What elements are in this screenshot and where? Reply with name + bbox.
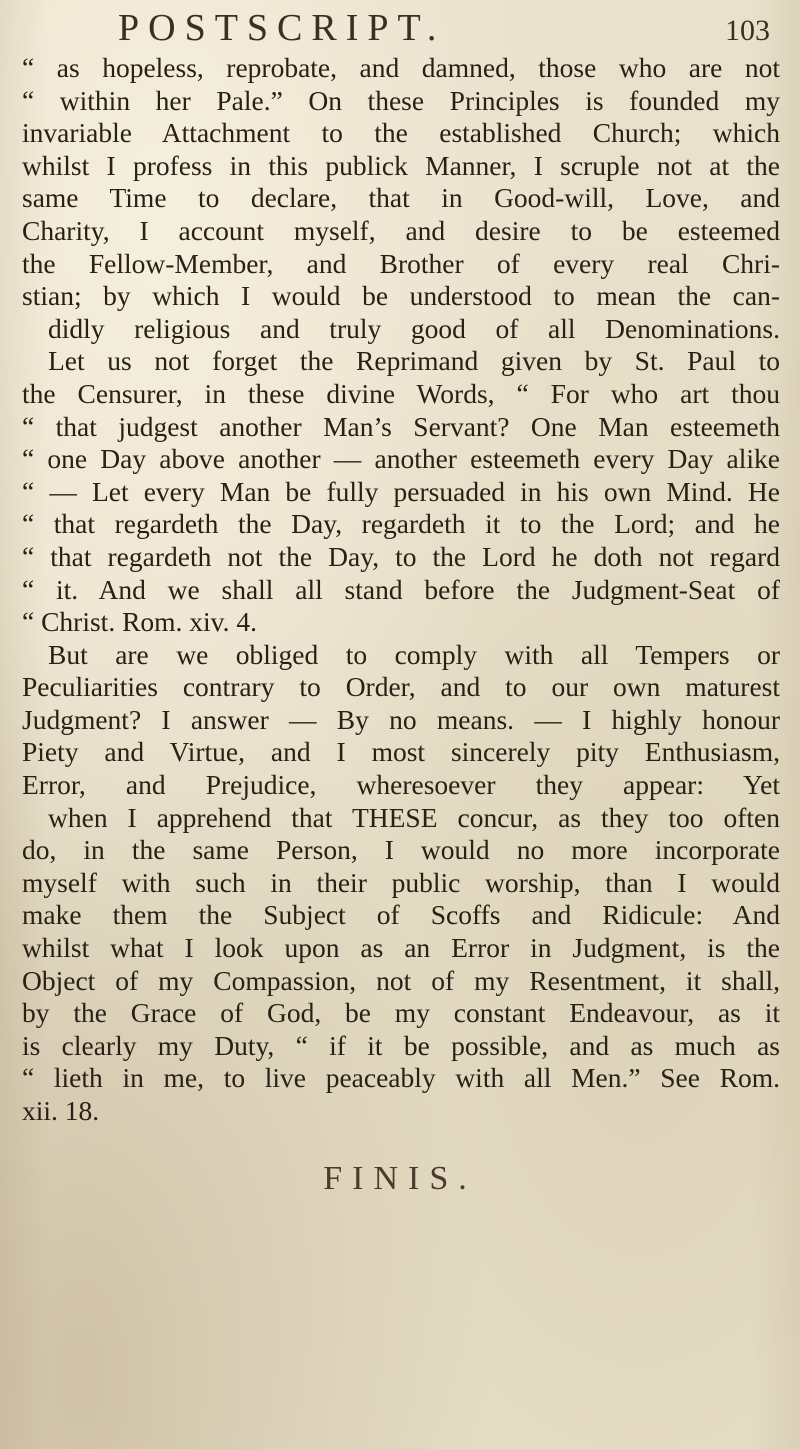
text-line: is clearly my Duty, “ if it be possible, and as much as xyxy=(22,1029,780,1061)
body-text xyxy=(22,52,780,1128)
text-line: stian; by which I would be understood to mean the can- xyxy=(22,280,780,312)
text-line: by the Grace of God, be my constant Endeavour, as it xyxy=(22,997,780,1029)
text-line: Charity, I account myself, and desire to be esteemed xyxy=(22,214,780,246)
text-line: “ — Let every Man be fully persuaded in his own Mind. He xyxy=(22,475,780,507)
text-line: whilst what I look upon as an Error in Judgment, is the xyxy=(22,932,780,964)
text-line: “ one Day above another — another esteemeth every Day alike xyxy=(22,443,780,475)
page-number: 103 xyxy=(725,14,770,47)
text-line: the Fellow-Member, and Brother of every real Chri- xyxy=(22,247,780,279)
finis-heading: FINIS. xyxy=(323,1160,477,1197)
text-line: myself with such in their public worship, than I would xyxy=(22,866,780,898)
running-title: POSTSCRIPT. xyxy=(118,7,446,49)
text-line: Peculiarities contrary to Order, and to our own maturest xyxy=(22,671,780,703)
text-line: But are we obliged to comply with all Tempers or xyxy=(48,638,780,670)
text-line: “ Christ. Rom. xiv. 4. xyxy=(22,606,258,638)
text-line: “ lieth in me, to live peaceably with all Men.” See Rom. xyxy=(22,1062,780,1094)
text-line: make them the Subject of Scoffs and Ridicule: And xyxy=(22,899,780,931)
text-line: when I apprehend that THESE concur, as they too often xyxy=(48,801,780,833)
text-line: “ as hopeless, reprobate, and damned, those who are not xyxy=(22,52,780,83)
text-line: Error, and Prejudice, wheresoever they appear: Yet xyxy=(22,769,780,801)
text-line: Let us not forget the Reprimand given by St. Paul to xyxy=(48,345,780,377)
text-line: “ within her Pale.” On these Principles is founded my xyxy=(22,84,780,116)
text-line: Judgment? I answer — By no means. — I highly honour xyxy=(22,703,780,735)
text-line: “ that regardeth the Day, regardeth it to the Lord; and he xyxy=(22,508,780,540)
text-line: same Time to declare, that in Good-will, Love, and xyxy=(22,182,780,214)
text-line: “ it. And we shall all stand before the Judgment-Seat of xyxy=(22,573,780,605)
text-line: whilst I profess in this publick Manner, I scruple not at the xyxy=(22,149,780,181)
text-line: do, in the same Person, I would no more incorporate xyxy=(22,834,780,866)
text-line: xii. 18. xyxy=(22,1095,100,1126)
text-line: “ that regardeth not the Day, to the Lord he doth not regard xyxy=(22,540,780,572)
text-line: Piety and Virtue, and I most sincerely pity Enthusiasm, xyxy=(22,736,780,768)
text-line: Object of my Compassion, not of my Resentment, it shall, xyxy=(22,964,780,996)
text-line: the Censurer, in these divine Words, “ For who art thou xyxy=(22,377,780,409)
text-line: “ that judgest another Man’s Servant? One Man esteemeth xyxy=(22,410,780,442)
text-line: invariable Attachment to the established Church; which xyxy=(22,117,780,149)
text-line: didly religious and truly good of all Denominations. xyxy=(48,312,780,344)
